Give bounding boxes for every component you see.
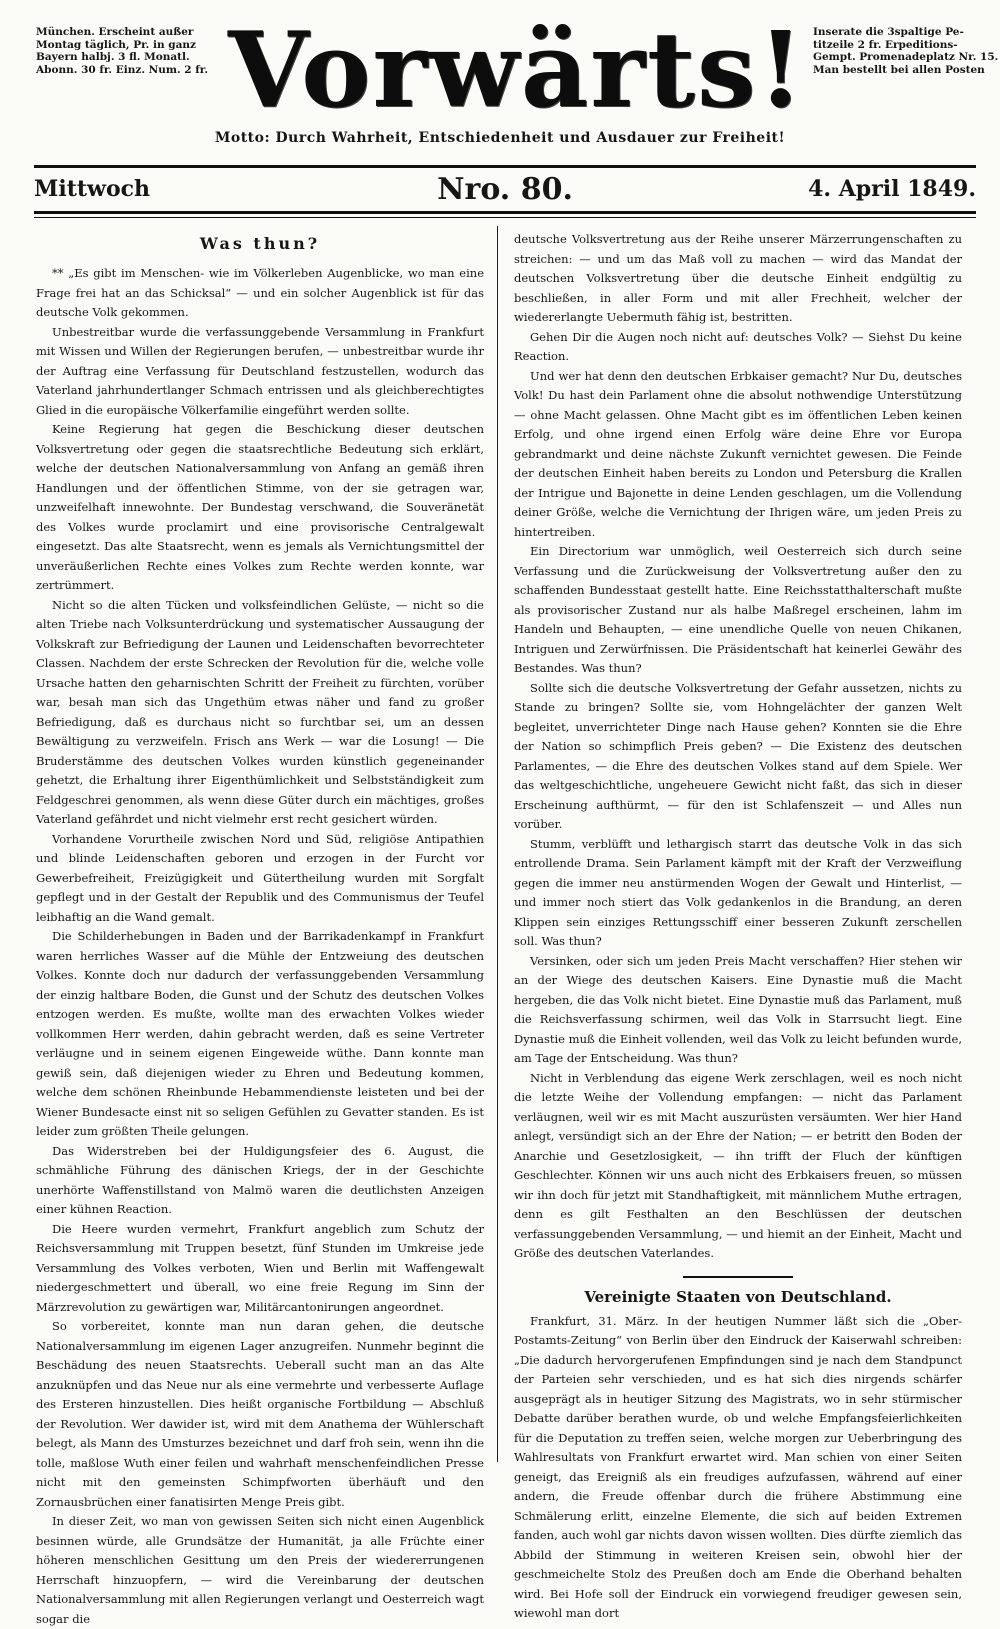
left-column (36, 230, 484, 1626)
subscription-info (36, 26, 221, 76)
motto: Motto: Durch Wahrheit, Entschiedenheit und Ausdauer zur Freiheit! (214, 130, 786, 146)
info-line: Man bestellt bei allen Posten (813, 63, 985, 76)
info-line: Abonn. 30 fr. Einz. Num. 2 fr. (36, 63, 208, 76)
info-line: Gempt. Promenadeplatz Nr. 15. (813, 51, 999, 64)
section-rule (683, 1276, 793, 1278)
right-column (514, 230, 962, 1620)
section-heading: Vereinigte Staaten von Deutschland. (584, 1287, 892, 1306)
paragraph: Gehen Dir die Augen noch nicht auf: deutsches Volk? — Siehst Du keine Reaction. (514, 329, 962, 363)
paragraph: ** „Es gibt im Menschen- wie im Völkerleben Augenblicke, wo man eine Frage frei hat an das Schicksal“ — und ein solcher Augenblick ist für das deutsche Volk gekommen. (36, 266, 484, 319)
dateline (34, 172, 976, 208)
dateline-rule-thin (34, 217, 976, 218)
paragraph: Sollte sich die deutsche Volksvertretung der Gefahr aussetzen, nichts zu Stande zu bringen? Sollte sie, vom Hohngelächter der ganzen Welt begleitet, unverrichteter Dinge nach Hause gehen? Konnten sie die Ehre der Nation so schimpflich Preis geben? — Die Existenz des deutschen Parlamentes, — die Ehre des deutschen Volkes stand auf dem Spiele. Wer das weltgeschichtliche, ungeheuere Gewicht nicht faßt, das sich in dieser Erscheinung aufthürmt, — für den ist Schlafenszeit — und Alles nun vorüber. (514, 680, 962, 831)
paragraph: Keine Regierung hat gegen die Beschickung dieser deutschen Volksvertretung oder gegen die staatsrechtliche Bedeutung sich erklärt, welche der deutschen Nationalversammlung von Anfang an gemäß ihren Handlungen und der öffentlichen Stimme, von der sie getragen war, unzweifelhaft innewohnte. Der Bundestag verschwand, die Souveränetät des Volkes wurde proclamirt und eine provisorische Centralgewalt eingesetzt. Das alte Staatsrecht, wenn es jemals als Vernichtungsmittel der unveräußerlichen Rechte eines Volkes zum Rechte werden konnte, war zertrümmert. (36, 422, 484, 592)
paragraph: Und wer hat denn den deutschen Erbkaiser gemacht? Nur Du, deutsches Volk! Du hast dein Parlament ohne die absolut nothwendige Unterstützung — ohne Macht gelassen. Ohne Macht gibt es im öffentlichen Leben keinen Erfolg, und ohne irgend einen Erfolg wäre deine Ehre vor Europa gebrandmarkt und deine nächste Zukunft vernichtet gewesen. Die Feinde der deutschen Einheit haben bereits zu London und Petersburg die Krallen der Intrigue und Bajonette in deine Lenden geschlagen, um die Vollendung deiner Größe, welche die Vernichtung der Ihrigen wäre, um jeden Preis zu hintertreiben. (514, 368, 962, 539)
paragraph: Ein Directorium war unmöglich, weil Oesterreich sich durch seine Verfassung und die Zurückweisung der Volksvertretung außer den zu schaffenden Bundesstaat gestellt hatte. Eine Reichsstatthalterschaft mußte als provisorischer Zustand nur als halbe Maßregel erscheinen, lahm im Handeln und Behaupten, — eine unendliche Quelle von neuen Chikanen, Intriguen und Zerwürfnissen. Die Präsidentschaft hat keinerlei Gewähr des Bestandes. Was thun? (514, 544, 962, 675)
paragraph: Die Heere wurden vermehrt, Frankfurt angeblich zum Schutz der Reichsversammlung mit Truppen besetzt, fünf Stunden im Umkreise jede Versammlung des Volkes verboten, Wien und Berlin mit Waffengewalt niedergeschmettert und überall, wo eine freie Regung im Sinn der Märzrevolution zu gewärtigen war, Militärcantonirungen angeordnet. (36, 1221, 484, 1314)
issue-number: Nro. 80. (437, 172, 573, 207)
info-line: Bayern halbj. 3 fl. Monatl. (36, 51, 190, 64)
masthead-rule (34, 165, 976, 168)
info-line: Montag täglich, Pr. in ganz (36, 38, 197, 51)
paragraph: Nicht in Verblendung das eigene Werk zerschlagen, weil es noch nicht die letzte Weihe der Vollendung empfangen: — nicht das Parlament verläugnen, weil wir es mit Macht auszurüsten versäumten. Wer hier Hand anlegt, versündigt sich an der Ehre der Nation; — er betritt den Boden der Anarchie und Gesetzlosigkeit, — ihn trifft der Fluch der künftigen Geschlechter. Können wir uns auch nicht des Erbkaisers freuen, so müssen wir ihn doch für jetzt mit Standhaftigkeit, mit männlichem Muthe ertragen, denn es gilt Festhalten an den Beschlüssen der deutschen verfassunggebenden Versammlung, — und hiemit an der Einheit, Macht und Größe des deutschen Vaterlandes. (514, 1070, 962, 1260)
newspaper-title: Vorwärts! (228, 8, 806, 131)
paragraph: Stumm, verblüfft und lethargisch starrt das deutsche Volk in das sich entrollende Drama. Sein Parlament kämpft mit der Kraft der Verzweiflung gegen die immer neu anstürmenden Wogen der Gewalt und Hinterlist, — und immer noch stiert das Volk gedankenlos in die Brandung, an deren Klippen sein einziges Rettungsschiff einer besseren Zukunft zerschellen soll. Was thun? (514, 836, 962, 948)
info-line: Inserate die 3spaltige Pe- (813, 26, 964, 38)
info-line: München. Erscheint außer (36, 26, 194, 38)
column-divider (497, 226, 498, 1462)
weekday: Mittwoch (34, 176, 151, 202)
paragraph: Die Schilderhebungen in Baden und der Barrikadenkampf in Frankfurt waren herrliches Wasser auf die Mühle der Entzweiung des deutschen Volkes. Konnte doch nur dadurch der verfassunggebenden Versammlung der einzig haltbare Boden, die Gunst und der Schutz des deutschen Volkes entzogen werden. Es mußte, wollte man des erwachten Volkes wieder vollkommen Herr werden, dahin gebracht werden, daß es seine Vertreter verläugne und in seinem eigenen Eingeweide wüthe. Dann konnte man gewiß sein, daß diejenigen wieder zu Ehren und Bedeutung kommen, welche dem schönen Rheinbunde Hebammendienste leisteten und bei der Wiener Bundesacte einst nit so seligen Gefühlen zu Gevatter standen. Es ist leider zum größten Theile gelungen. (36, 929, 484, 1138)
dateline-rule (34, 211, 976, 214)
paragraph: In dieser Zeit, wo man von gewissen Seiten sich nicht einen Augenblick besinnen würde, alle Grundsätze der Humanität, ja alle Früchte einer höheren menschlichen Gesittung um den Preis der wiedererrungenen Herrschaft hinzuopfern, — wird die Vereinbarung der deutschen Nationalversammlung mit allen Regierungen verlangt und Oesterreich wagt sogar die (36, 1514, 484, 1626)
paragraph: Unbestreitbar wurde die verfassunggebende Versammlung in Frankfurt mit Wissen und Willen der Regierungen berufen, — unbestreitbar wurde ihr der Auftrag eine Verfassung für Deutschland festzustellen, wodurch das Vaterland jahrhundertlanger Schmach entrissen und als gleichberechtigtes Glied in die europäische Völkerfamilie eingeführt werden sollte. (36, 324, 484, 417)
paragraph: Nicht so die alten Tücken und volksfeindlichen Gelüste, — nicht so die alten Triebe nach Volksunterdrückung und systematischer Aussaugung der Volkskraft zur Befriedigung der Launen und Leidenschaften bevorrechteter Classen. Nachdem der erste Schrecken der Revolution für die, welche volle Ursache hatten den geharnischten Schritt der Freiheit zu fürchten, vorüber war, besah man sich das Ungethüm etwas näher und fand zu großer Befriedigung, daß es durchaus nicht so furchtbar sei, um an dessen Bewältigung zu verzweifeln. Frisch ans Werk — war die Losung! — Die Bruderstämme des deutschen Volkes wurden künstlich gegeneinander gehetzt, die Erhaltung ihrer Eigenthümlichkeit und Selbstständigkeit zum Feldgeschrei genommen, als wenn diese Güter durch ein mächtiges, großes Vaterland gefährdet und nicht vielmehr erst recht gesichert würden. (36, 597, 484, 826)
paragraph: Vorhandene Vorurtheile zwischen Nord und Süd, religiöse Antipathien und blinde Leidenschaften geboren und erzogen in der Furcht vor Gewerbefreiheit, Freizügigkeit und Gütertheilung wurden mit Sorgfalt gepflegt und in der Gestalt der Republik und des Communismus der Teufel leibhaftig an die Wand gemalt. (36, 831, 484, 924)
advertising-info (813, 26, 998, 76)
paragraph: Versinken, oder sich um jeden Preis Macht verschaffen? Hier stehen wir an der Wiege des deutschen Kaisers. Eine Dynastie muß die Macht hergeben, die das Volk nicht bietet. Eine Dynastie muß das Parlament, muß die Reichsverfassung schirmen, weil das Volk in Starrsucht liegt. Eine Dynastie muß die Einheit vollenden, weil das Volk zu leicht befunden wurde, am Tage der Entscheidung. Was thun? (514, 953, 962, 1065)
paragraph: So vorbereitet, konnte man nun daran gehen, die deutsche Nationalversammlung im eigenen Lager anzugreifen. Nunmehr beginnt die Beschädung des neuen Staatsrechts. Ueberall sucht man an das Alte anzuknüpfen und das Neue nur als eine vermehrte und verbesserte Auflage des Ersteren hinzustellen. Dies heißt organische Fortbildung — Abschluß der Revolution. Wer dawider ist, wird mit dem Anathema der Wühlerschaft belegt, als Mann des Umsturzes bezeichnet und darf froh sein, wenn ihn die tolle, maßlose Wuth einer feilen und wahrhaft menschenfeindlichen Presse nicht mit den gemeinsten Schimpfworten überhäuft und den Zornausbrüchen einer fanatisirten Menge Preis gibt. (36, 1319, 484, 1509)
paragraph: deutsche Volksvertretung aus der Reihe unserer Märzerrungenschaften zu streichen: — und um das Maß voll zu machen — wird das Mandat der deutschen Volksvertretung über die deutsche Einheit endgültig zu beschließen, in aller Form und mit aller Frechheit, welcher der wiedererlangte Uebermuth fähig ist, bestritten. (514, 232, 962, 324)
paragraph: Frankfurt, 31. März. In der heutigen Nummer läßt sich die „Ober-Postamts-Zeitung“ von Berlin über den Eindruck der Kaiserwahl schreiben: „Die dadurch hervorgerufenen Empfindungen sind je nach dem Standpunct der Parteien sehr verschieden, und es hat sich dies nirgends schärfer ausgeprägt als in heutiger Sitzung des Magistrats, wo in sehr stürmischer Debatte darüber berathen wurde, ob und welche Empfangsfeierlichkeiten für die Deputation zu treffen seien, welche morgen zur Ueberbringung des Wahlresultats von Frankfurt erwartet wird. Man schien von einer Seiten geneigt, das Ereigniß als ein freudiges aufzufassen, während auf einer andern, die Freude offenbar durch die frühere Abstimmung eine Schmälerung erlitt, einzelne Elemente, die sich auf beiden Extremen fanden, auch wohl gar nichts davon wissen wollten. Dies dürfte ziemlich das Abbild der Stimmung in weiteren Kreisen sein, obwohl hier der geschmeichelte Stolz des Preußen doch am Ende die Oberhand behalten wird. Bei Hofe soll der Eindruck ein vorwiegend freudiger gewesen sein, wiewohl man dort (514, 1313, 962, 1620)
issue-date: 4. April 1849. (808, 176, 976, 202)
info-line: titzeile 2 fr. Erpeditions- (813, 38, 958, 51)
paragraph: Das Widerstreben bei der Huldigungsfeier des 6. August, die schmähliche Führung des dänischen Kriegs, der in der Geschichte unerhörte Waffenstillstand von Malmö waren die deutlichsten Anzeigen einer kühnen Reaction. (36, 1143, 484, 1216)
article-heading: Was thun? (199, 234, 321, 253)
